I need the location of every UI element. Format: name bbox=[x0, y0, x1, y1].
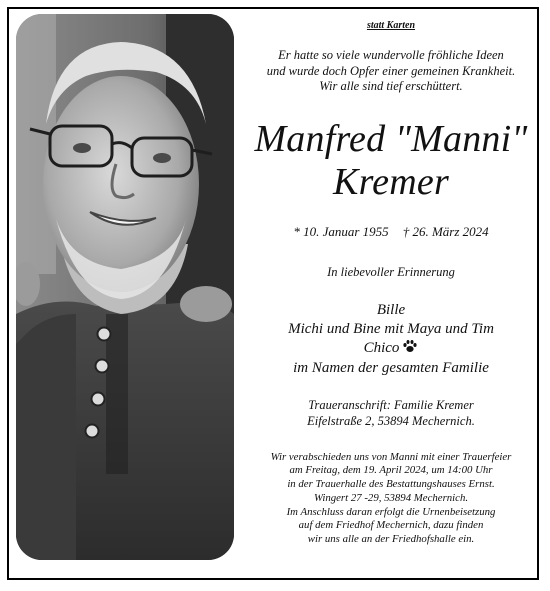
family-line: Bille bbox=[376, 301, 406, 318]
service-line: Wir verabschieden uns von Manni mit einer Trauerfeier bbox=[270, 450, 512, 463]
name-line-last: Kremer bbox=[333, 160, 449, 203]
service-line: Wingert 27 -29, 53894 Mechernich. bbox=[313, 491, 469, 504]
address-line: Eifelstraße 2, 53894 Mechernich. bbox=[307, 413, 475, 428]
service-line: in der Trauerhalle des Bestattungshauses Ernst. bbox=[287, 478, 495, 491]
family-line: im Namen der gesamten Familie bbox=[293, 359, 489, 376]
funeral-service-info bbox=[246, 451, 536, 548]
intro-line: Er hatte so viele wundervolle fröhliche Ideen bbox=[278, 48, 504, 62]
paw-print-icon bbox=[402, 339, 418, 359]
family-line: Michi und Bine mit Maya und Tim bbox=[288, 320, 494, 337]
life-dates bbox=[246, 224, 536, 240]
intro-line: Wir alle sind tief erschüttert. bbox=[319, 79, 463, 93]
service-line: Im Anschluss daran erfolgt die Urnenbeisetzung bbox=[286, 505, 496, 518]
service-line: wir uns alle an der Friedhofshalle ein. bbox=[307, 533, 475, 546]
pet-name: Chico bbox=[363, 339, 400, 356]
family-signatures bbox=[246, 301, 536, 378]
mourning-address bbox=[246, 397, 536, 429]
service-line: am Freitag, dem 19. April 2024, um 14:00 Uhr bbox=[289, 464, 493, 477]
name-line-first: Manfred "Manni" bbox=[254, 117, 528, 160]
deceased-name bbox=[246, 118, 536, 204]
address-line: Traueranschrift: Familie Kremer bbox=[308, 397, 474, 412]
intro-text bbox=[246, 48, 536, 95]
intro-line: und wurde doch Opfer einer gemeinen Krankheit. bbox=[266, 63, 516, 78]
birth-date: * 10. Januar 1955 bbox=[293, 223, 389, 239]
service-line: auf dem Friedhof Mechernich, dazu finden bbox=[298, 519, 484, 532]
header-label: statt Karten bbox=[366, 20, 416, 31]
portrait-photo bbox=[16, 14, 234, 560]
memory-line: In liebevoller Erinnerung bbox=[327, 264, 455, 279]
family-line-pet bbox=[246, 339, 536, 359]
portrait-illustration bbox=[16, 14, 234, 560]
obituary-text bbox=[246, 14, 536, 547]
death-date: † 26. März 2024 bbox=[402, 223, 489, 239]
